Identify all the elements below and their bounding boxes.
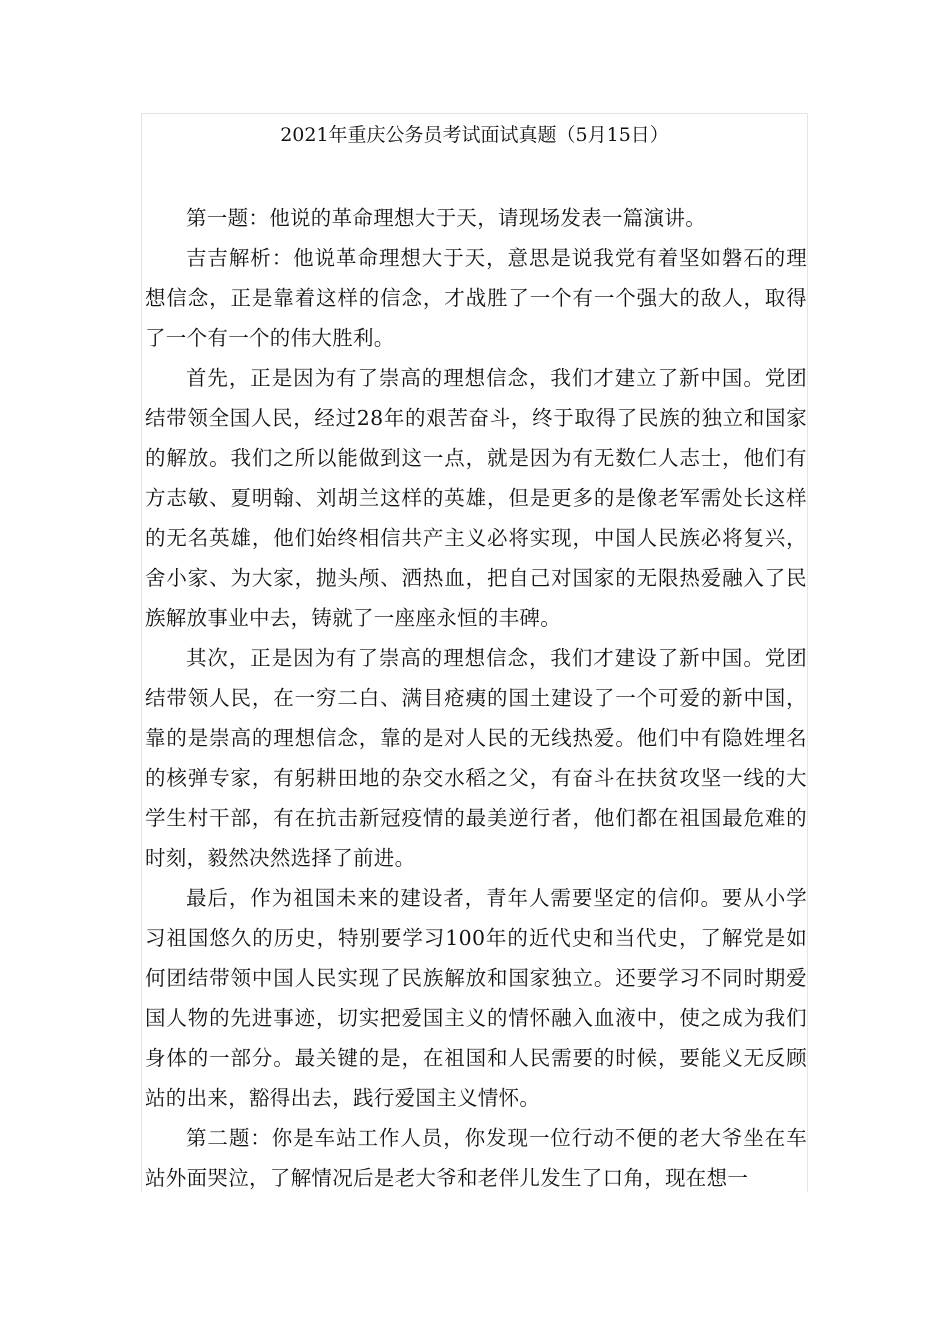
paragraph-analysis: 吉吉解析：他说革命理想大于天，意思是说我党有着坚如磐石的理想信念，正是靠着这样的信念，才战胜了一个有一个强大的敌人，取得了一个有一个的伟大胜利。 bbox=[145, 246, 807, 350]
document-title: 2021年重庆公务员考试面试真题（5月15日） bbox=[280, 124, 669, 146]
document-body bbox=[145, 198, 807, 1198]
paragraph-second-point: 其次，正是因为有了崇高的理想信念，我们才建设了新中国。党团结带领人民，在一穷二白、满目疮痍的国土建设了一个可爱的新中国，靠的是崇高的理想信念，靠的是对人民的无线热爱。他们中有隐姓埋名的核弹专家，有躬耕田地的杂交水稻之父，有奋斗在扶贫攻坚一线的大学生村干部，有在抗击新冠疫情的最美逆行者，他们都在祖国最危难的时刻，毅然决然选择了前进。 bbox=[145, 646, 807, 870]
paragraph-third-point: 最后，作为祖国未来的建设者，青年人需要坚定的信仰。要从小学习祖国悠久的历史，特别要学习100年的近代史和当代史，了解党是如何团结带领中国人民实现了民族解放和国家独立。还要学习不同时期爱国人物的先进事迹，切实把爱国主义的情怀融入血液中，使之成为我们身体的一部分。最关键的是，在祖国和人民需要的时候，要能义无反顾站的出来，豁得出去，践行爱国主义情怀。 bbox=[145, 886, 807, 1110]
paragraph-first-point: 首先，正是因为有了崇高的理想信念，我们才建立了新中国。党团结带领全国人民，经过28年的艰苦奋斗，终于取得了民族的独立和国家的解放。我们之所以能做到这一点，就是因为有无数仁人志士，他们有方志敏、夏明翰、刘胡兰这样的英雄，但是更多的是像老军需处长这样的无名英雄，他们始终相信共产主义必将实现，中国人民族必将复兴，舍小家、为大家，抛头颅、洒热血，把自己对国家的无限热爱融入了民族解放事业中去，铸就了一座座永恒的丰碑。 bbox=[145, 366, 807, 630]
paragraph-question-1: 第一题：他说的革命理想大于天，请现场发表一篇演讲。 bbox=[186, 206, 706, 230]
paragraph-question-2: 第二题：你是车站工作人员，你发现一位行动不便的老大爷坐在车站外面哭泣，了解情况后是老大爷和老伴儿发生了口角，现在想一 bbox=[145, 1126, 807, 1190]
